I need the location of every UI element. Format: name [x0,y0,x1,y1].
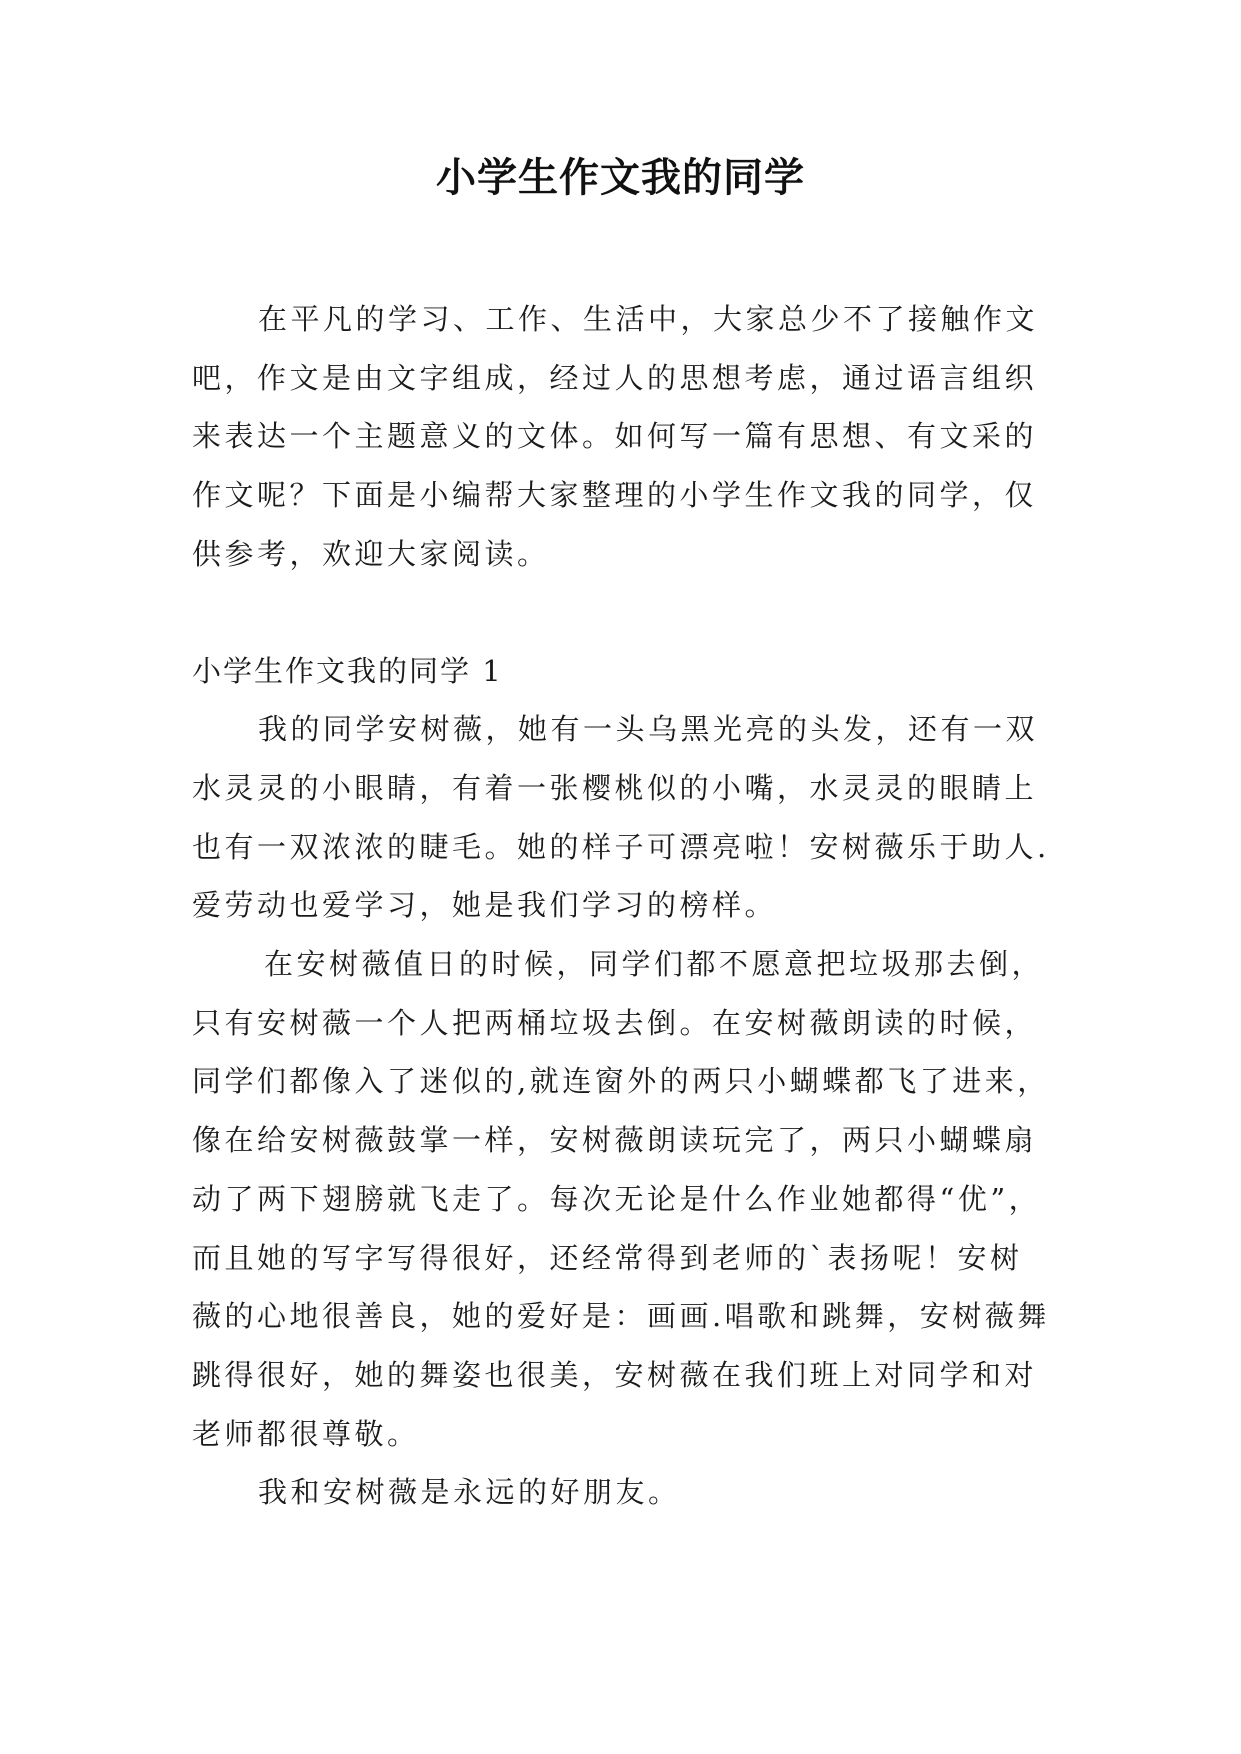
document-body [192,290,1052,1522]
body-paragraph-1: 我的同学安树薇，她有一头乌黑光亮的头发，还有一双水灵灵的小眼睛，有着一张樱桃似的小嘴，水灵灵的眼睛上也有一双浓浓的睫毛。她的样子可漂亮啦！安树薇乐于助人.爱劳动也爱学习，她是我们学习的榜样。 [192,712,1050,923]
body-paragraph-3: 我和安树薇是永远的好朋友。 [258,1475,681,1510]
body-paragraph-2: 在安树薇值日的时候，同学们都不愿意把垃圾那去倒，只有安树薇一个人把两桶垃圾去倒。在安树薇朗读的时候，同学们都像入了迷似的,就连窗外的两只小蝴蝶都飞了进来，像在给安树薇鼓掌一样，安树薇朗读玩完了，两只小蝴蝶扇动了两下翅膀就飞走了。每次无论是什么作业她都得“优”，而且她的写字写得很好，还经常得到老师的`表扬呢！安树薇的心地很善良，她的爱好是：画画.唱歌和跳舞，安树薇舞跳得很好，她的舞姿也很美，安树薇在我们班上对同学和对老师都很尊敬。 [192,947,1050,1451]
document-title: 小学生作文我的同学 [436,154,805,201]
section-heading: 小学生作文我的同学 1 [192,653,503,688]
intro-paragraph: 在平凡的学习、工作、生活中，大家总少不了接触作文吧，作文是由文字组成，经过人的思想考虑，通过语言组织来表达一个主题意义的文体。如何写一篇有思想、有文采的作文呢？下面是小编帮大家整理的小学生作文我的同学，仅供参考，欢迎大家阅读。 [192,302,1039,571]
